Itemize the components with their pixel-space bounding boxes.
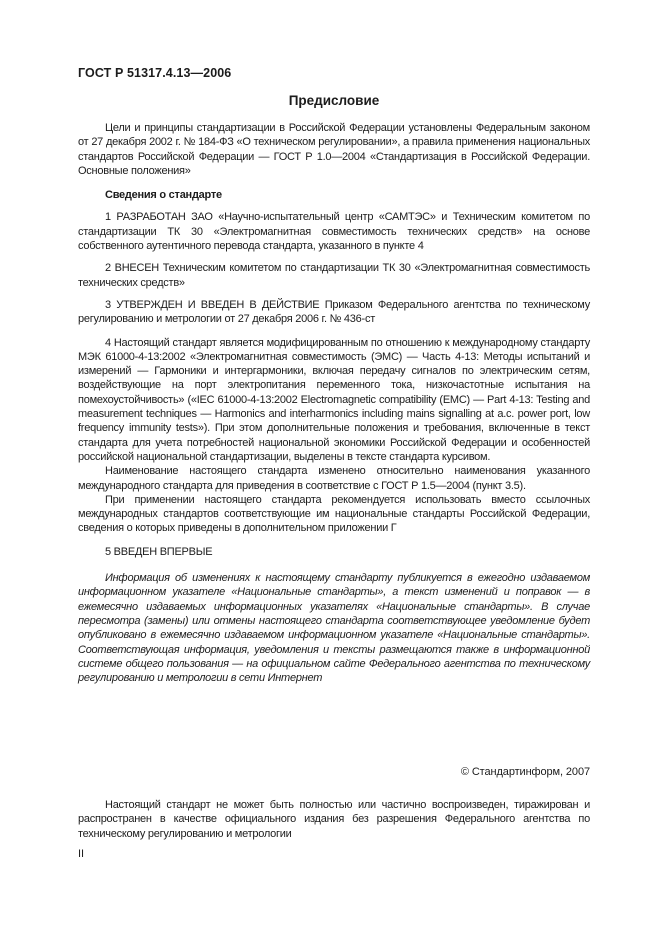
standard-info-item-submitted: 2 ВНЕСЕН Техническим комитетом по стандартизации ТК 30 «Электромагнитная совместимость технических средств»	[78, 262, 590, 289]
standard-info-item-modified: 4 Настоящий стандарт является модифицированным по отношению к международному стандарту МЭК 61000-4-13:2002 «Электромагнитная совместимость (ЭМС) — Часть 4-13: Методы испытаний и измерений — Гармоники и интергармоники, включая передачу сигналов по электрическим сетям, воздействующие на порт электропитания переменного тока, низкочастотные испытания на помехоустойчивость» («IEC 61000-4-13:2002 Electromagnetic compatibility (EMC) — Part 4-13: Testing and measurement techniques — Harmonics and interharmonics including mains signalling at a.c. power port, low frequency immunity tests»). При этом дополнительные положения и требования, включенные в текст стандарта для учета потребностей национальной экономики Российской Федерации и особенностей российской национальной стандартизации, выделены в тексте стандарта курсивом.	[78, 336, 590, 463]
item4-note-name-change: Наименование настоящего стандарта изменено относительно наименования указанного международного стандарта для приведения в соответствие с ГОСТ Р 1.5—2004 (пункт 3.5).	[78, 465, 590, 492]
standard-info-item-approved: 3 УТВЕРЖДЕН И ВВЕДЕН В ДЕЙСТВИЕ Приказом Федерального агентства по техническому регулированию и метрологии от 27 декабря 2006 г. № 436-ст	[78, 298, 590, 326]
reproduction-restriction-note: Настоящий стандарт не может быть полностью или частично воспроизведен, тиражирован и распространен в качестве официального издания без разрешения Федерального агентства по техническому регулированию и метрологии	[78, 799, 590, 840]
amendment-info-note: Информация об изменениях к настоящему стандарту публикуется в ежегодно издаваемом информационном указателе «Национальные стандарты», а текст изменений и поправок — в ежемесячно издаваемых информационных указателях «Национальные стандарты». В случае пересмотра (замены) или отмены настоящего стандарта соответствующее уведомление будет опубликовано в ежемесячно издаваемом информационном указателе «Национальные стандарты». Соответствующая информация, уведомления и тексты размещаются также в информационной системе общего пользования — на официальном сайте Федерального агентства по техническому регулированию и метрологии в сети Интернет	[78, 572, 590, 685]
standard-info-item-developed: 1 РАЗРАБОТАН ЗАО «Научно-испытательный центр «САМТЭС» и Техническим комитетом по стандартизации ТК 30 «Электромагнитная совместимость технических средств» на основе собственного аутентичного перевода стандарта, указанного в пункте 4	[78, 211, 590, 253]
page-title: Предисловие	[288, 93, 380, 108]
item4-note-application: При применении настоящего стандарта рекомендуется использовать вместо ссылочных международных стандартов соответствующие им национальные стандарты Российской Федерации, сведения о которых приведены в дополнительном приложении Г	[78, 493, 590, 535]
copyright-line: © Стандартинформ, 2007	[460, 766, 590, 778]
standard-info-heading: Сведения о стандарте	[105, 189, 222, 202]
intro-paragraph: Цели и принципы стандартизации в Российской Федерации установлены Федеральным законом от 27 декабря 2002 г. № 184-ФЗ «О техническом регулировании», а правила применения национальных стандартов Российской Федерации — ГОСТ Р 1.0—2004 «Стандартизация в Российской Федерации. Основные положения»	[78, 122, 590, 177]
standard-info-item-first-time: 5 ВВЕДЕН ВПЕРВЫЕ	[105, 545, 213, 558]
page-number: II	[78, 848, 85, 860]
doc-code: ГОСТ Р 51317.4.13—2006	[78, 66, 232, 80]
page-content	[78, 66, 590, 685]
